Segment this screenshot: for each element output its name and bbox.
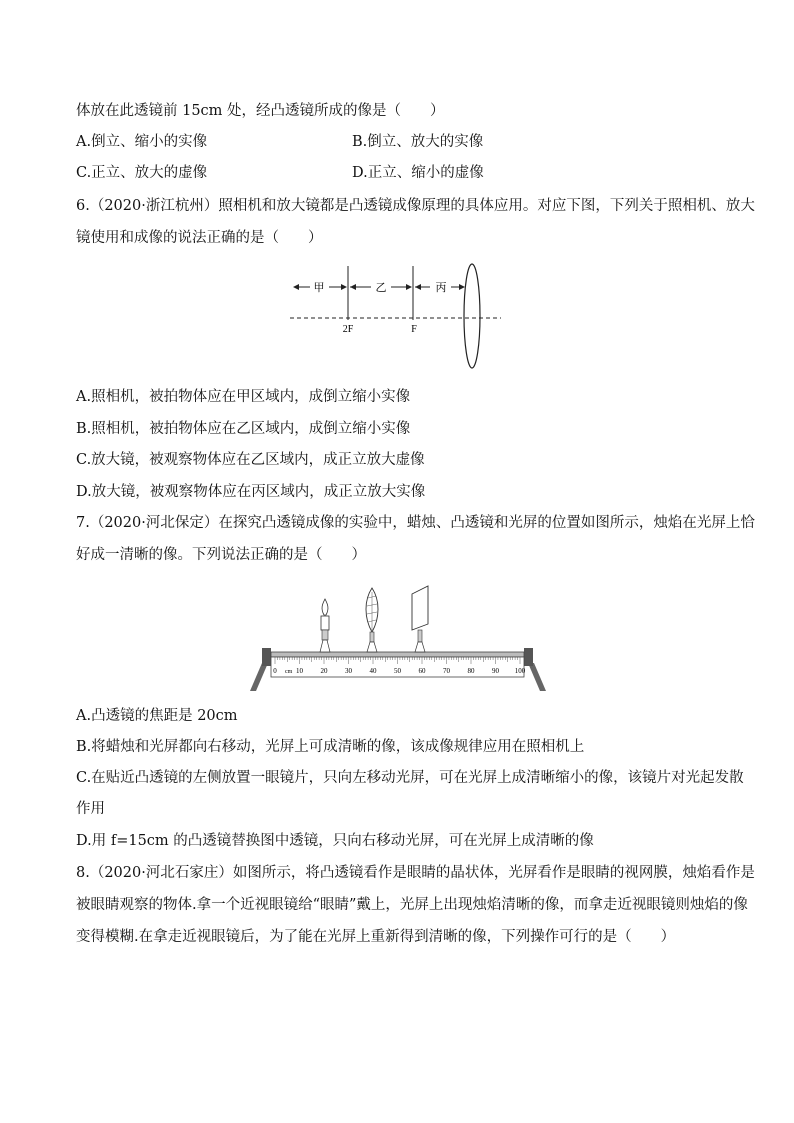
bench-right-leg bbox=[528, 663, 546, 691]
convex-lens bbox=[464, 264, 480, 368]
ruler-tick-label: 80 bbox=[467, 667, 475, 675]
light-screen bbox=[412, 586, 428, 652]
q7-option-b: B.将蜡烛和光屏都向右移动，光屏上可成清晰的像，该成像规律应用在照相机上 bbox=[76, 739, 585, 755]
q6-option-d: D.放大镜，被观察物体应在丙区域内，成正立放大实像 bbox=[76, 484, 426, 500]
q7-option-c-line1: C.在贴近凸透镜的左侧放置一眼镜片，只向左移动光屏，可在光屏上成清晰缩小的像，该镜片对光起发散 bbox=[76, 770, 744, 786]
bench-left-end bbox=[262, 648, 271, 666]
region-jia-label: 甲 bbox=[313, 282, 325, 294]
q8-stem-line3: 变得模糊.在拿走近视眼镜后，为了能在光屏上重新得到清晰的像，下列操作可行的是（ ） bbox=[76, 929, 676, 945]
ruler-tick-label: 40 bbox=[369, 667, 377, 675]
ruler-tick-label: 30 bbox=[345, 667, 352, 675]
ruler-tick-label: 70 bbox=[443, 667, 450, 675]
ruler-unit-label: cm bbox=[285, 669, 293, 675]
q5-option-c: C.正立、放大的虚像 bbox=[76, 165, 208, 181]
q6-option-a: A.照相机，被拍物体应在甲区域内，成倒立缩小实像 bbox=[76, 389, 411, 405]
q7-option-c-line2: 作用 bbox=[76, 801, 105, 817]
region-yi-label: 乙 bbox=[375, 282, 387, 294]
bench-rail bbox=[271, 652, 524, 657]
ruler-tick-label: 20 bbox=[320, 667, 328, 675]
bench-left-leg bbox=[250, 663, 268, 691]
q7-option-a: A.凸透镜的焦距是 20cm bbox=[76, 708, 238, 724]
q7-stem-line2: 好成一清晰的像。下列说法正确的是（ ） bbox=[76, 547, 366, 563]
q8-stem-line1: 8.（2020·河北石家庄）如图所示，将凸透镜看作是眼睛的晶状体，光屏看作是眼睛的视网膜，烛焰看作是 bbox=[76, 865, 755, 881]
ruler-tick-label: 90 bbox=[492, 667, 499, 675]
q7-optical-bench-diagram bbox=[248, 578, 548, 696]
bench-right-end bbox=[524, 648, 533, 666]
lens-on-bench bbox=[366, 588, 378, 652]
q5-option-b: B.倒立、放大的实像 bbox=[352, 134, 484, 150]
label-2f: 2F bbox=[342, 324, 354, 335]
q5-option-d: D.正立、缩小的虚像 bbox=[352, 165, 484, 181]
ruler-tick-label: 100 bbox=[514, 667, 526, 675]
q7-option-d: D.用 f=15cm 的凸透镜替换图中透镜，只向右移动光屏，可在光屏上成清晰的像 bbox=[76, 833, 594, 849]
region-bing-label: 丙 bbox=[435, 282, 447, 294]
q6-option-b: B.照相机，被拍物体应在乙区域内，成倒立缩小实像 bbox=[76, 421, 411, 437]
ruler-tick-label: 10 bbox=[296, 667, 303, 675]
q5-option-a: A.倒立、缩小的实像 bbox=[76, 134, 208, 150]
candle bbox=[320, 599, 330, 652]
ruler-tick-label: 0 bbox=[273, 667, 277, 675]
q6-stem-line1: 6.（2020·浙江杭州）照相机和放大镜都是凸透镜成像原理的具体应用。对应下图，下列关于照相机、放大 bbox=[76, 198, 755, 214]
q8-stem-line2: 被眼睛观察的物体.拿一个近视眼镜给“眼睛”戴上，光屏上出现烛焰清晰的像，而拿走近视眼镜则烛焰的像 bbox=[76, 897, 748, 913]
q6-option-c: C.放大镜，被观察物体应在乙区域内，成正立放大虚像 bbox=[76, 452, 425, 468]
label-f: F bbox=[411, 324, 417, 335]
q5-stem: 体放在此透镜前 15cm 处，经凸透镜所成的像是（ ） bbox=[76, 103, 445, 119]
q6-stem-line2: 镜使用和成像的说法正确的是（ ） bbox=[76, 230, 323, 246]
q6-lens-region-diagram bbox=[285, 258, 510, 373]
q7-stem-line1: 7.（2020·河北保定）在探究凸透镜成像的实验中，蜡烛、凸透镜和光屏的位置如图所示，烛焰在光屏上恰 bbox=[76, 515, 755, 531]
ruler-tick-label: 50 bbox=[394, 667, 401, 675]
ruler-tick-label: 60 bbox=[418, 667, 426, 675]
